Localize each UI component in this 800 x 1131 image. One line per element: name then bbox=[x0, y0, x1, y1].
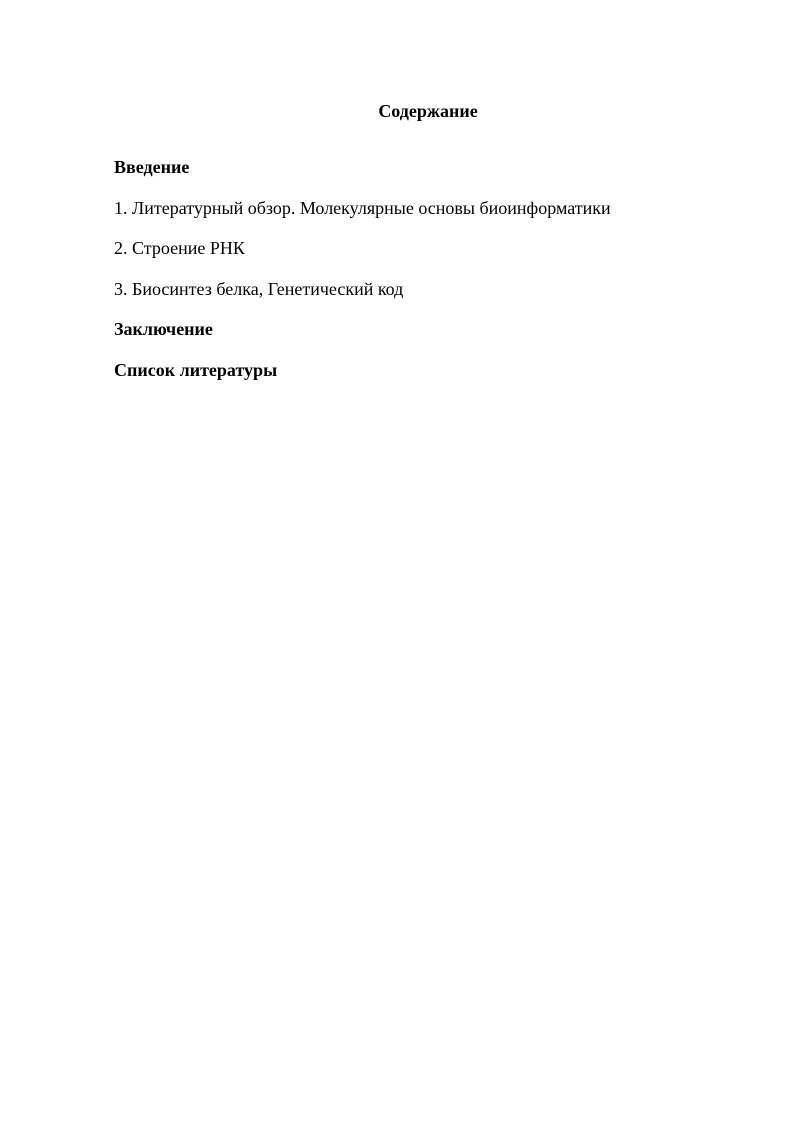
page-title: Содержание bbox=[378, 101, 478, 121]
toc-entry-rna-structure: 2. Строение РНК bbox=[114, 238, 245, 258]
toc-entry-references: Список литературы bbox=[114, 359, 278, 380]
toc-entry-introduction: Введение bbox=[114, 157, 190, 177]
toc-entry-literature-review: 1. Литературный обзор. Молекулярные основы биоинформатики bbox=[114, 197, 611, 218]
toc-entry-protein-biosynthesis: 3. Биосинтез белка, Генетический код bbox=[114, 278, 404, 299]
toc-entry-conclusion: Заключение bbox=[114, 319, 213, 339]
table-of-contents bbox=[114, 156, 734, 399]
